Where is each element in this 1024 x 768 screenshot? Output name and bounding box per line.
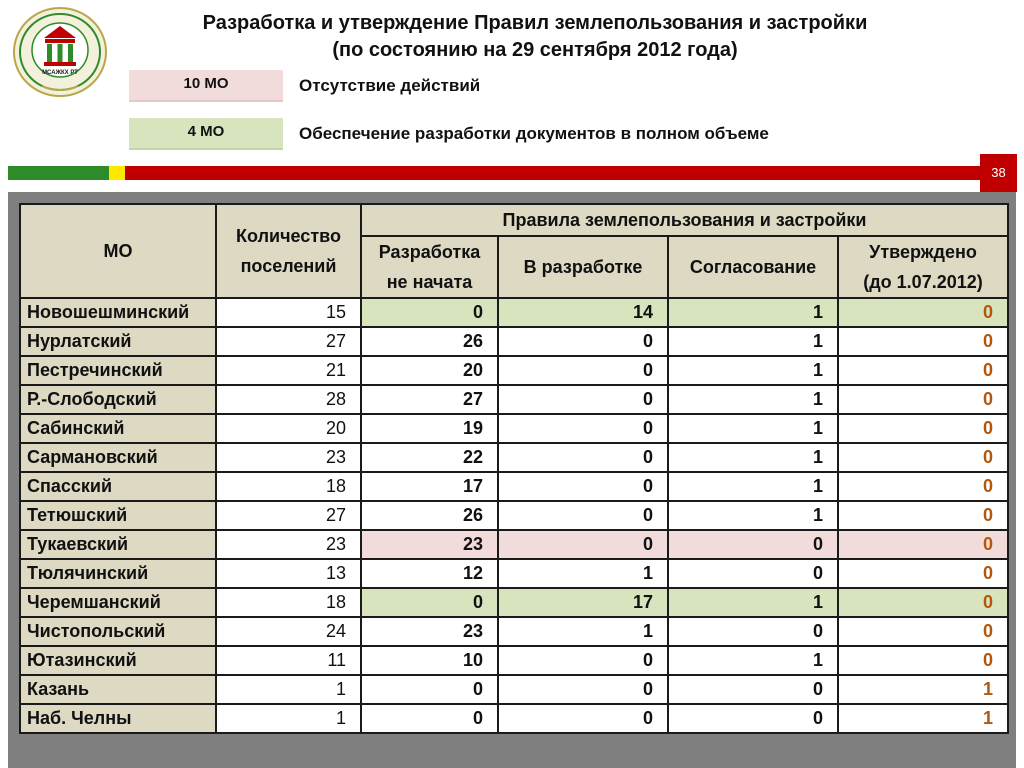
cell-not-started: 10 [361, 646, 498, 675]
cell-in-development: 0 [498, 704, 668, 733]
cell-approved: 0 [838, 356, 1008, 385]
cell-approval: 1 [668, 646, 838, 675]
stripe-green [8, 166, 109, 180]
cell-not-started: 17 [361, 472, 498, 501]
ministry-emblem-icon [12, 6, 108, 98]
cell-settlements-count: 15 [216, 298, 361, 327]
cell-approval: 1 [668, 443, 838, 472]
table-row [20, 704, 1008, 733]
cell-mo-name: Р.-Слободский [20, 385, 216, 414]
table-row [20, 501, 1008, 530]
cell-approval: 0 [668, 559, 838, 588]
header-not-started-line2: не начата [386, 272, 473, 292]
table-panel [8, 192, 1016, 768]
legend-text-no-action: Отсутствие действий [299, 76, 481, 95]
header-not-started [361, 236, 498, 298]
legend-box-no-action: 10 МО [129, 70, 283, 102]
cell-not-started: 0 [361, 298, 498, 327]
header-approved-line1: Утверждено [869, 242, 977, 262]
cell-approved: 0 [838, 559, 1008, 588]
cell-mo-name: Наб. Челны [20, 704, 216, 733]
cell-approval: 1 [668, 414, 838, 443]
cell-settlements-count: 20 [216, 414, 361, 443]
title-line-1: Разработка и утверждение Правил землепользования и застройки [202, 12, 868, 34]
cell-approved: 0 [838, 588, 1008, 617]
cell-in-development: 0 [498, 356, 668, 385]
cell-settlements-count: 27 [216, 327, 361, 356]
ministry-logo [12, 6, 108, 98]
cell-settlements-count: 11 [216, 646, 361, 675]
page-title [120, 10, 950, 64]
table-row [20, 646, 1008, 675]
header-count-line2: поселений [240, 256, 337, 276]
table-row [20, 327, 1008, 356]
cell-in-development: 0 [498, 501, 668, 530]
cell-approved: 1 [838, 704, 1008, 733]
cell-settlements-count: 18 [216, 472, 361, 501]
header-not-started-line1: Разработка [378, 242, 481, 262]
cell-approved: 1 [838, 675, 1008, 704]
cell-approval: 1 [668, 298, 838, 327]
cell-settlements-count: 28 [216, 385, 361, 414]
cell-approved: 0 [838, 501, 1008, 530]
legend-text-full-support: Обеспечение разработки документов в полном объеме [299, 124, 769, 143]
stripe-red [125, 166, 980, 180]
table-row [20, 414, 1008, 443]
cell-approval: 0 [668, 617, 838, 646]
cell-not-started: 23 [361, 617, 498, 646]
cell-settlements-count: 1 [216, 675, 361, 704]
cell-approval: 0 [668, 704, 838, 733]
cell-not-started: 0 [361, 675, 498, 704]
table-body [20, 298, 1008, 733]
cell-in-development: 0 [498, 472, 668, 501]
table-row [20, 530, 1008, 559]
cell-approval: 1 [668, 588, 838, 617]
stripe-yellow [109, 166, 125, 180]
cell-approved: 0 [838, 298, 1008, 327]
cell-approved: 0 [838, 385, 1008, 414]
cell-mo-name: Черемшанский [20, 588, 216, 617]
table-row [20, 472, 1008, 501]
page-number: 38 [980, 154, 1017, 192]
cell-mo-name: Пестречинский [20, 356, 216, 385]
cell-mo-name: Казань [20, 675, 216, 704]
cell-in-development: 14 [498, 298, 668, 327]
cell-approval: 0 [668, 530, 838, 559]
header-mo: МО [20, 204, 216, 298]
legend-box-full-support: 4 МО [129, 118, 283, 150]
cell-approved: 0 [838, 327, 1008, 356]
cell-in-development: 0 [498, 385, 668, 414]
cell-mo-name: Тюлячинский [20, 559, 216, 588]
cell-not-started: 19 [361, 414, 498, 443]
cell-approved: 0 [838, 472, 1008, 501]
header-rules-group: Правила землепользования и застройки [361, 204, 1008, 236]
cell-not-started: 22 [361, 443, 498, 472]
cell-approved: 0 [838, 617, 1008, 646]
table-row [20, 559, 1008, 588]
cell-settlements-count: 24 [216, 617, 361, 646]
logo-caption: МСАЖКХ РТ [42, 70, 78, 76]
cell-settlements-count: 23 [216, 443, 361, 472]
cell-approved: 0 [838, 443, 1008, 472]
cell-not-started: 0 [361, 588, 498, 617]
table-row [20, 617, 1008, 646]
header-in-development: В разработке [498, 236, 668, 298]
cell-mo-name: Сабинский [20, 414, 216, 443]
header-approved [838, 236, 1008, 298]
cell-settlements-count: 13 [216, 559, 361, 588]
cell-mo-name: Новошешминский [20, 298, 216, 327]
header-count-line1: Количество [236, 226, 341, 246]
table-row [20, 298, 1008, 327]
table-row [20, 356, 1008, 385]
cell-approval: 0 [668, 675, 838, 704]
cell-in-development: 0 [498, 443, 668, 472]
table-row [20, 675, 1008, 704]
cell-approval: 1 [668, 472, 838, 501]
cell-not-started: 20 [361, 356, 498, 385]
cell-approved: 0 [838, 414, 1008, 443]
cell-in-development: 0 [498, 646, 668, 675]
cell-settlements-count: 1 [216, 704, 361, 733]
header-approval: Согласование [668, 236, 838, 298]
cell-approval: 1 [668, 327, 838, 356]
cell-approval: 1 [668, 385, 838, 414]
cell-not-started: 26 [361, 501, 498, 530]
cell-mo-name: Сармановский [20, 443, 216, 472]
cell-mo-name: Тукаевский [20, 530, 216, 559]
cell-in-development: 0 [498, 327, 668, 356]
cell-not-started: 0 [361, 704, 498, 733]
cell-settlements-count: 23 [216, 530, 361, 559]
header-settlements-count [216, 204, 361, 298]
cell-not-started: 12 [361, 559, 498, 588]
cell-in-development: 0 [498, 530, 668, 559]
cell-settlements-count: 21 [216, 356, 361, 385]
title-line-2: (по состоянию на 29 сентября 2012 года) [332, 39, 738, 61]
cell-not-started: 23 [361, 530, 498, 559]
cell-mo-name: Спасский [20, 472, 216, 501]
cell-approved: 0 [838, 646, 1008, 675]
cell-approval: 1 [668, 501, 838, 530]
table-row [20, 385, 1008, 414]
cell-in-development: 1 [498, 617, 668, 646]
cell-approval: 1 [668, 356, 838, 385]
cell-in-development: 0 [498, 675, 668, 704]
cell-settlements-count: 18 [216, 588, 361, 617]
cell-settlements-count: 27 [216, 501, 361, 530]
table-row [20, 443, 1008, 472]
cell-not-started: 26 [361, 327, 498, 356]
cell-in-development: 0 [498, 414, 668, 443]
table-row [20, 588, 1008, 617]
cell-approved: 0 [838, 530, 1008, 559]
cell-not-started: 27 [361, 385, 498, 414]
cell-mo-name: Нурлатский [20, 327, 216, 356]
cell-in-development: 17 [498, 588, 668, 617]
land-use-rules-table [19, 203, 1009, 734]
cell-in-development: 1 [498, 559, 668, 588]
cell-mo-name: Чистопольский [20, 617, 216, 646]
cell-mo-name: Ютазинский [20, 646, 216, 675]
cell-mo-name: Тетюшский [20, 501, 216, 530]
header-approved-line2: (до 1.07.2012) [863, 272, 983, 292]
